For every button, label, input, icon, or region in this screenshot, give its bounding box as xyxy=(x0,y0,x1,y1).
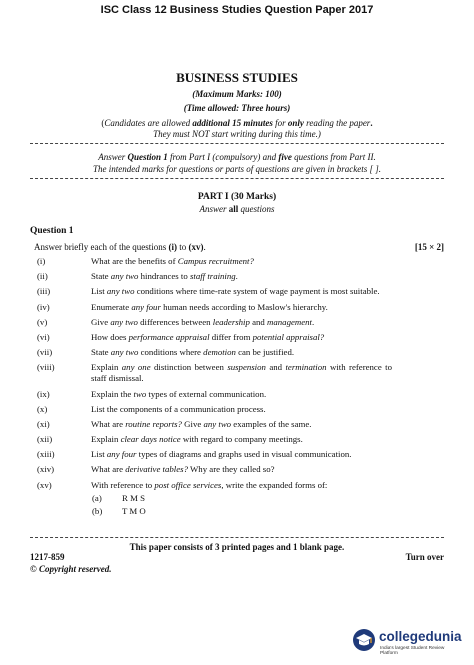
item-number: (vii) xyxy=(37,347,53,358)
item-number: (xi) xyxy=(37,418,50,429)
list-item xyxy=(30,271,444,282)
sub-item-number: (a) xyxy=(92,492,102,503)
copyright: © Copyright reserved. xyxy=(30,564,112,574)
instruction-1: Answer Question 1 from Part I (compulsory) and five questions from Part II. xyxy=(98,152,376,162)
question-instruction: Answer briefly each of the questions (i) to (xv). xyxy=(34,242,206,252)
item-number: (viii) xyxy=(37,362,55,373)
collegedunia-logo xyxy=(352,626,462,656)
list-item xyxy=(30,404,444,415)
list-item xyxy=(30,256,444,267)
list-item xyxy=(30,332,444,343)
item-text: With reference to post office services, write the expanded forms of: xyxy=(91,479,328,490)
sub-item-text: T M O xyxy=(122,505,146,516)
item-text: List the components of a communication process. xyxy=(91,403,266,414)
item-text: List any two conditions where time-rate system of wage payment is most suitable. xyxy=(91,286,380,297)
max-marks: (Maximum Marks: 100) xyxy=(192,89,282,99)
item-number: (i) xyxy=(37,256,46,266)
question-label: Question 1 xyxy=(30,226,74,236)
item-number: (vi) xyxy=(37,331,50,342)
instruction-2: The intended marks for questions or parts of questions are given in brackets [ ]. xyxy=(93,164,381,174)
list-item xyxy=(30,389,444,400)
list-item xyxy=(30,434,444,445)
list-item xyxy=(30,347,444,358)
item-number: (xiii) xyxy=(37,449,55,460)
reading-note-1: (Candidates are allowed additional 15 minutes for only reading the paper. xyxy=(101,118,373,128)
question-marks: [15 × 2] xyxy=(414,242,444,252)
paper-title: BUSINESS STUDIES xyxy=(176,70,298,85)
reading-note-2: They must NOT start writing during this time.) xyxy=(153,129,321,139)
item-number: (iii) xyxy=(37,286,51,297)
logo-tagline: India's largest Student Review Platform xyxy=(380,646,445,656)
divider-bottom xyxy=(30,537,444,538)
item-text: What are the benefits of Campus recruitment? xyxy=(91,256,254,266)
list-item xyxy=(30,286,444,297)
item-text: How does performance appraisal differ from potential appraisal? xyxy=(91,331,325,342)
item-number: (x) xyxy=(37,403,48,414)
part-subtitle: Answer all questions xyxy=(199,204,275,214)
list-item xyxy=(30,362,444,384)
divider-top xyxy=(30,143,444,144)
graduation-cap-icon xyxy=(352,628,376,652)
item-text: What are derivative tables? Why are they called so? xyxy=(91,464,275,475)
item-text: List any four types of diagrams and graphs used in visual communication. xyxy=(91,449,352,460)
list-item xyxy=(30,480,444,491)
sub-item-text: R M S xyxy=(122,492,145,503)
turn-over: Turn over xyxy=(405,552,444,562)
part-title: PART I (30 Marks) xyxy=(197,192,277,202)
time-allowed: (Time allowed: Three hours) xyxy=(183,103,291,113)
list-item xyxy=(30,449,444,460)
item-text: Give any two differences between leadership and management. xyxy=(91,316,315,327)
item-text: State any two conditions where demotion can be justified. xyxy=(91,347,295,358)
item-number: (ix) xyxy=(37,388,50,399)
document-header: ISC Class 12 Business Studies Question Paper 2017 xyxy=(100,4,374,16)
sub-item-number: (b) xyxy=(92,505,103,516)
item-number: (xii) xyxy=(37,434,53,445)
list-item xyxy=(30,419,444,430)
item-number: (iv) xyxy=(37,301,50,312)
item-text: Explain clear days notice with regard to company meetings. xyxy=(91,434,303,445)
item-number: (xiv) xyxy=(37,464,55,475)
item-text: Explain the two types of external communication. xyxy=(91,388,267,399)
paper-code: 1217-859 xyxy=(30,552,65,562)
list-item xyxy=(30,302,444,313)
logo-name: collegedunia xyxy=(379,629,462,644)
footer-note: This paper consists of 3 printed pages and 1 blank page. xyxy=(129,542,345,552)
sub-item xyxy=(30,506,444,517)
item-text: Enumerate any four human needs according to Maslow's hierarchy. xyxy=(91,301,328,312)
item-number: (xv) xyxy=(37,479,52,490)
item-number: (ii) xyxy=(37,271,48,282)
item-text: Explain any one distinction between suspension and termination with reference to staff dismissal. xyxy=(91,362,392,384)
item-number: (v) xyxy=(37,316,48,327)
list-item xyxy=(30,464,444,475)
item-text: What are routine reports? Give any two examples of the same. xyxy=(91,418,312,429)
divider-mid xyxy=(30,178,444,179)
item-text: State any two hindrances to staff training. xyxy=(91,271,238,282)
list-item xyxy=(30,317,444,328)
question-list xyxy=(30,256,444,519)
sub-item xyxy=(30,493,444,504)
